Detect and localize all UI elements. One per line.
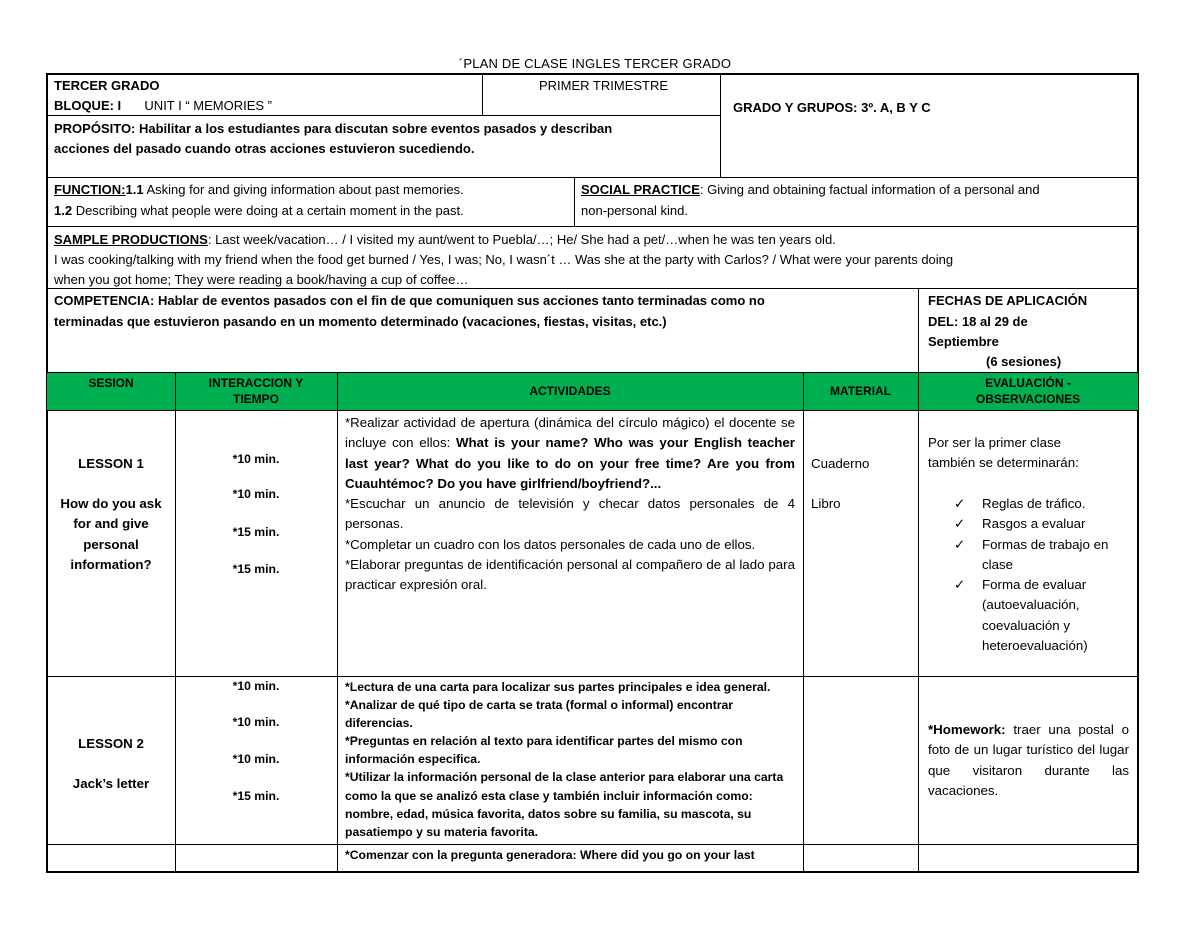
block-unit [54,96,272,116]
header-evaluacion [918,375,1138,407]
grade-groups: GRADO Y GRUPOS: 3º. A, B Y C [733,100,931,115]
eval-item-text: Formas de trabajo en clase [982,536,1109,572]
purpose-label: PROPÓSITO: [54,121,136,136]
lesson-2-activity-b: *Analizar de qué tipo de carta se trata (formal o informal) encontrar diferencias. [345,698,734,731]
lesson-2-time-1: *10 min. [232,679,280,693]
eval-item [954,514,1132,534]
sample-productions-line-3: when you got home; They were reading a book/having a cup of coffee… [54,272,469,287]
lesson-2-time-4: *15 min. [232,789,280,803]
fechas-line-4: (6 sesiones) [986,354,1062,369]
purpose-line-1 [54,119,612,139]
fechas-line-3: Septiembre [928,334,999,349]
eval-item [954,494,1132,514]
social-practice-line-1 [581,180,1040,200]
trimester-label: PRIMER TRIMESTRE [539,78,669,93]
header-material: MATERIAL [829,384,892,398]
purpose-line-2: acciones del pasado cuando otras acciones estuvieron sucediendo. [54,141,475,156]
lesson-1-question-2: for and give [73,516,149,532]
sample-productions-label: SAMPLE PRODUCTIONS [54,232,208,247]
lesson-2-time-3: *10 min. [232,752,280,766]
competencia-line-2: terminadas que estuvieron pasando en un momento determinado (vacaciones, fiestas, visitas, etc.) [54,314,667,329]
lesson-1-activity-c: *Completar un cuadro con los datos personales de cada uno de ellos. [345,536,756,552]
function-line-1 [54,180,464,200]
social-practice-label: SOCIAL PRACTICE [581,182,700,197]
lesson-2-activities [345,678,795,841]
header-actividades: ACTIVIDADES [529,384,611,398]
homework-text: traer una postal o foto de un lugar turístico del lugar que visitaron durante las vacaciones. [928,722,1129,798]
purpose-text-1: Habilitar a los estudiantes para discutan sobre eventos pasados y describan [135,121,613,136]
function-number-1: 1.1 [125,182,144,197]
lesson-1-activity-a-questions: What is your name? Who was your English teacher last year? What do you like to do on your free time? Are you from Cuauhtémoc? Do you have girlfriend/boyfriend?... [345,435,795,491]
lesson-1-time-2: *10 min. [232,487,280,501]
lesson-1-activity-d: *Elaborar preguntas de identificación personal al compañero de al lado para practicar expresión oral. [345,557,795,593]
lesson-1-activity-b: *Escuchar un anuncio de televisión y checar datos personales de 4 personas. [345,496,795,532]
fechas-line-2: DEL: 18 al 29 de [928,314,1028,329]
sample-productions-line-2: I was cooking/talking with my friend when the food get burned / Yes, I was; No, I wasn´t … Was she at the party with Carlos? / What were your parents doing [54,252,954,267]
lesson-1-question-3: personal [83,536,139,552]
lesson-2-activity-a: *Lectura de una carta para localizar sus partes principales e idea general. [345,680,771,694]
lesson-1-activity-a-text: *Realizar actividad de apertura (dinámica del círculo mágico) el docente se incluye con ellos: [345,415,795,451]
function-number-2: 1.2 [54,203,73,218]
lesson-2-time-2: *10 min. [232,715,280,729]
eval-item-text: Reglas de tráfico. [982,496,1086,511]
check-icon: ✓ [954,536,966,552]
lesson-2-activity-c: *Preguntas en relación al texto para identificar partes del mismo con información especifica. [345,734,743,767]
header-evaluacion-line-2: OBSERVACIONES [975,392,1081,406]
grade-label: TERCER GRADO [54,78,160,93]
check-icon: ✓ [954,516,966,532]
lesson-1-material-2: Libro [811,496,841,511]
function-text-1: Asking for and giving information about past memories. [143,182,464,197]
social-practice-line-2: non-personal kind. [581,203,688,218]
lesson-1-question [47,494,175,575]
lesson-2-name: LESSON 2 [78,736,144,751]
lesson-3-activity-a: *Comenzar con la pregunta generadora: Where did you go on your last [345,848,755,862]
social-practice-text-1: : Giving and obtaining factual information of a personal and [699,182,1040,197]
lesson-1-question-1: How do you ask [60,496,162,511]
page-title: ´PLAN DE CLASE INGLES TERCER GRADO [458,56,732,71]
competencia-line-1: COMPETENCIA: Hablar de eventos pasados con el fin de que comuniquen sus acciones tanto terminadas como no [54,293,765,308]
lesson-1-activities [345,413,795,596]
lesson-2-subtitle: Jack’s letter [72,776,150,791]
header-evaluacion-line-1: EVALUACIÓN - [985,376,1071,390]
sample-productions-line-1 [54,230,836,250]
block-label: BLOQUE: I [54,98,122,113]
lesson-1-time-3: *15 min. [232,525,280,539]
lesson-1-time-1: *10 min. [232,452,280,466]
check-icon: ✓ [954,496,966,511]
header-interaccion [175,375,337,407]
header-sesion: SESION [88,376,134,390]
lesson-1-question-4: information? [70,556,152,572]
lesson-2-activity-d: *Utilizar la información personal de la clase anterior para elaborar una carta como la que se analizó esta clase y también incluir información como: nombre, edad, música favorita, datos sobre su familia, su mascota, su pasatiempo y su materia favorita. [345,770,784,839]
lesson-2-homework [928,720,1129,801]
function-label: FUNCTION: [54,182,126,197]
eval-item [954,535,1132,576]
lesson-1-time-4: *15 min. [232,562,280,576]
function-line-2 [54,201,464,221]
eval-item-text: Forma de evaluar (autoevaluación, coevaluación y heteroevaluación) [982,577,1088,654]
lesson-1-eval-list [954,494,1132,656]
homework-label: *Homework: [928,722,1006,737]
unit-label: UNIT I “ MEMORIES ” [144,98,273,113]
lesson-1-activity-a [345,413,795,494]
check-icon: ✓ [954,577,966,593]
eval-item-text: Rasgos a evaluar [982,516,1086,532]
lesson-1-eval-intro: Por ser la primer clase también se determinarán: [928,435,1079,471]
function-text-2: Describing what people were doing at a certain moment in the past. [72,203,464,218]
header-interaccion-line-1: INTERACCION Y [208,376,304,390]
sample-productions-text-1: : Last week/vacation… / I visited my aunt/went to Puebla/…; He/ She had a pet/…when he was ten years old. [207,232,836,247]
fechas-line-1: FECHAS DE APLICACIÓN [928,293,1088,308]
lesson-1-name: LESSON 1 [78,456,144,471]
header-interaccion-line-2: TIEMPO [232,392,279,406]
eval-item [954,575,1132,656]
lesson-1-material-1: Cuaderno [811,456,870,471]
